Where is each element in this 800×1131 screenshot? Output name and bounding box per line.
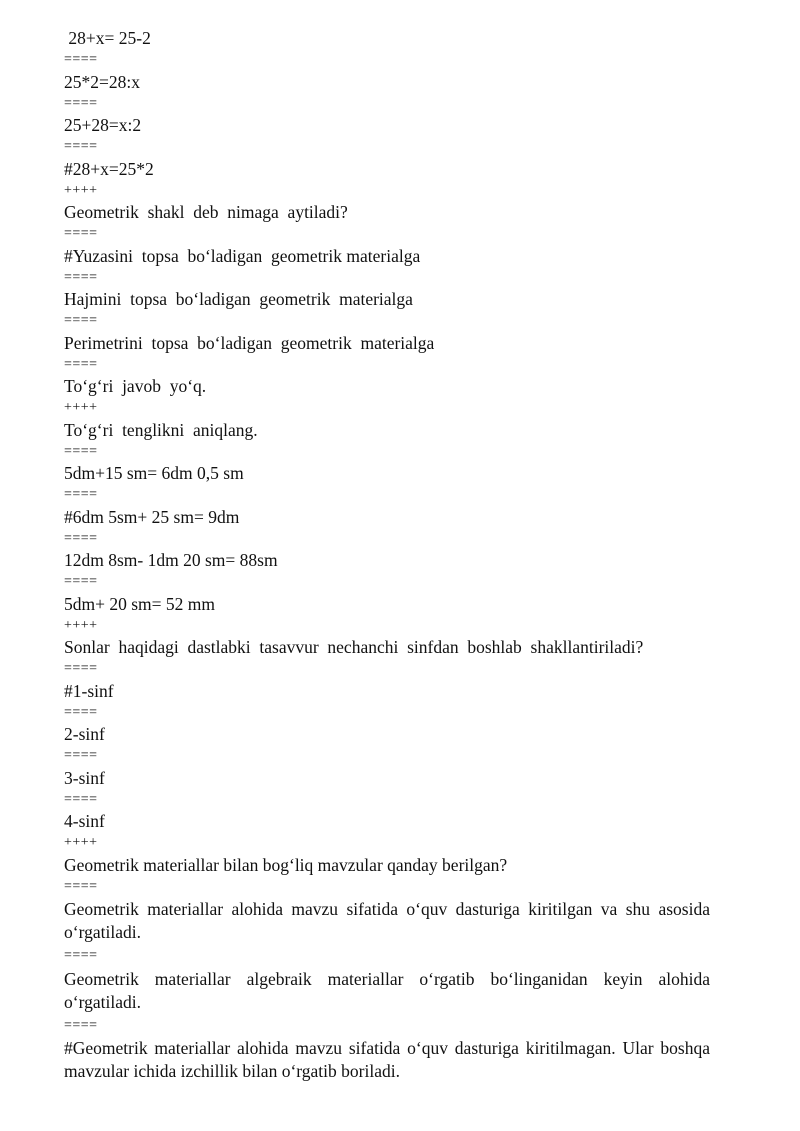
answer-option: 2-sinf (64, 724, 105, 744)
question-separator: ++++ (64, 182, 98, 198)
question-text: Geometrik materiallar bilan bog‘liq mavzular qanday berilgan? (64, 854, 508, 875)
option-separator: ==== (64, 748, 98, 763)
answer-option: 5dm+ 20 sm= 52 mm (64, 593, 215, 614)
option-separator: ==== (64, 356, 98, 372)
option-separator: ==== (64, 52, 98, 67)
question-separator: ++++ (64, 835, 98, 850)
option-separator: ==== (64, 139, 98, 154)
option-separator: ==== (64, 704, 98, 720)
answer-option: 5dm+15 sm= 6dm 0,5 sm (64, 463, 244, 483)
correct-answer-option: #6dm 5sm+ 25 sm= 9dm (64, 506, 240, 527)
answer-option: 28+x= 25-2 (64, 28, 151, 48)
question-text: Sonlar haqidagi dastlabki tasavvur nechanchi sinfdan boshlab shakllantiriladi? (64, 637, 644, 657)
question-separator: ++++ (64, 400, 98, 415)
correct-answer-option: #1-sinf (64, 680, 114, 701)
option-separator: ==== (64, 226, 98, 241)
answer-option: Geometrik materiallar alohida mavzu sifatida o‘quv dasturiga kiritilgan va shu asosida o‘rgatiladi. (64, 899, 710, 942)
answer-option: 25*2=28:x (64, 71, 140, 92)
option-separator: ==== (64, 443, 98, 459)
option-separator: ==== (64, 313, 98, 328)
question-text: To‘g‘ri tenglikni aniqlang. (64, 419, 258, 440)
answer-option: 12dm 8sm- 1dm 20 sm= 88sm (64, 550, 278, 570)
correct-answer-option: #28+x=25*2 (64, 158, 154, 179)
answer-option: To‘g‘ri javob yo‘q. (64, 376, 207, 396)
answer-option: Hajmini topsa bo‘ladigan geometrik materialga (64, 289, 413, 309)
option-separator: ==== (64, 661, 98, 676)
option-separator: ==== (64, 791, 98, 807)
answer-option: Geometrik materiallar algebraik materiallar o‘rgatib bo‘linganidan keyin alohida o‘rgatiladi. (64, 968, 710, 1012)
option-separator: ==== (64, 948, 98, 963)
option-separator: ==== (64, 1017, 98, 1033)
option-separator: ==== (64, 574, 98, 589)
document-page (64, 28, 724, 1083)
correct-answer-option: #Yuzasini topsa bo‘ladigan geometrik materialga (64, 245, 421, 266)
option-separator: ==== (64, 878, 98, 894)
option-separator: ==== (64, 269, 98, 285)
answer-option: 25+28=x:2 (64, 115, 142, 135)
question-separator: ++++ (64, 617, 98, 633)
option-separator: ==== (64, 530, 98, 546)
answer-option: 4-sinf (64, 811, 105, 831)
option-separator: ==== (64, 95, 98, 111)
option-separator: ==== (64, 487, 98, 502)
correct-answer-option: #Geometrik materiallar alohida mavzu sifatida o‘quv dasturiga kiritilmagan. Ular boshqa mavzular ichida izchillik bilan o‘rgatib boriladi. (64, 1038, 710, 1081)
answer-option: 3-sinf (64, 767, 105, 788)
answer-option: Perimetrini topsa bo‘ladigan geometrik materialga (64, 332, 435, 353)
question-text: Geometrik shakl deb nimaga aytiladi? (64, 202, 348, 222)
